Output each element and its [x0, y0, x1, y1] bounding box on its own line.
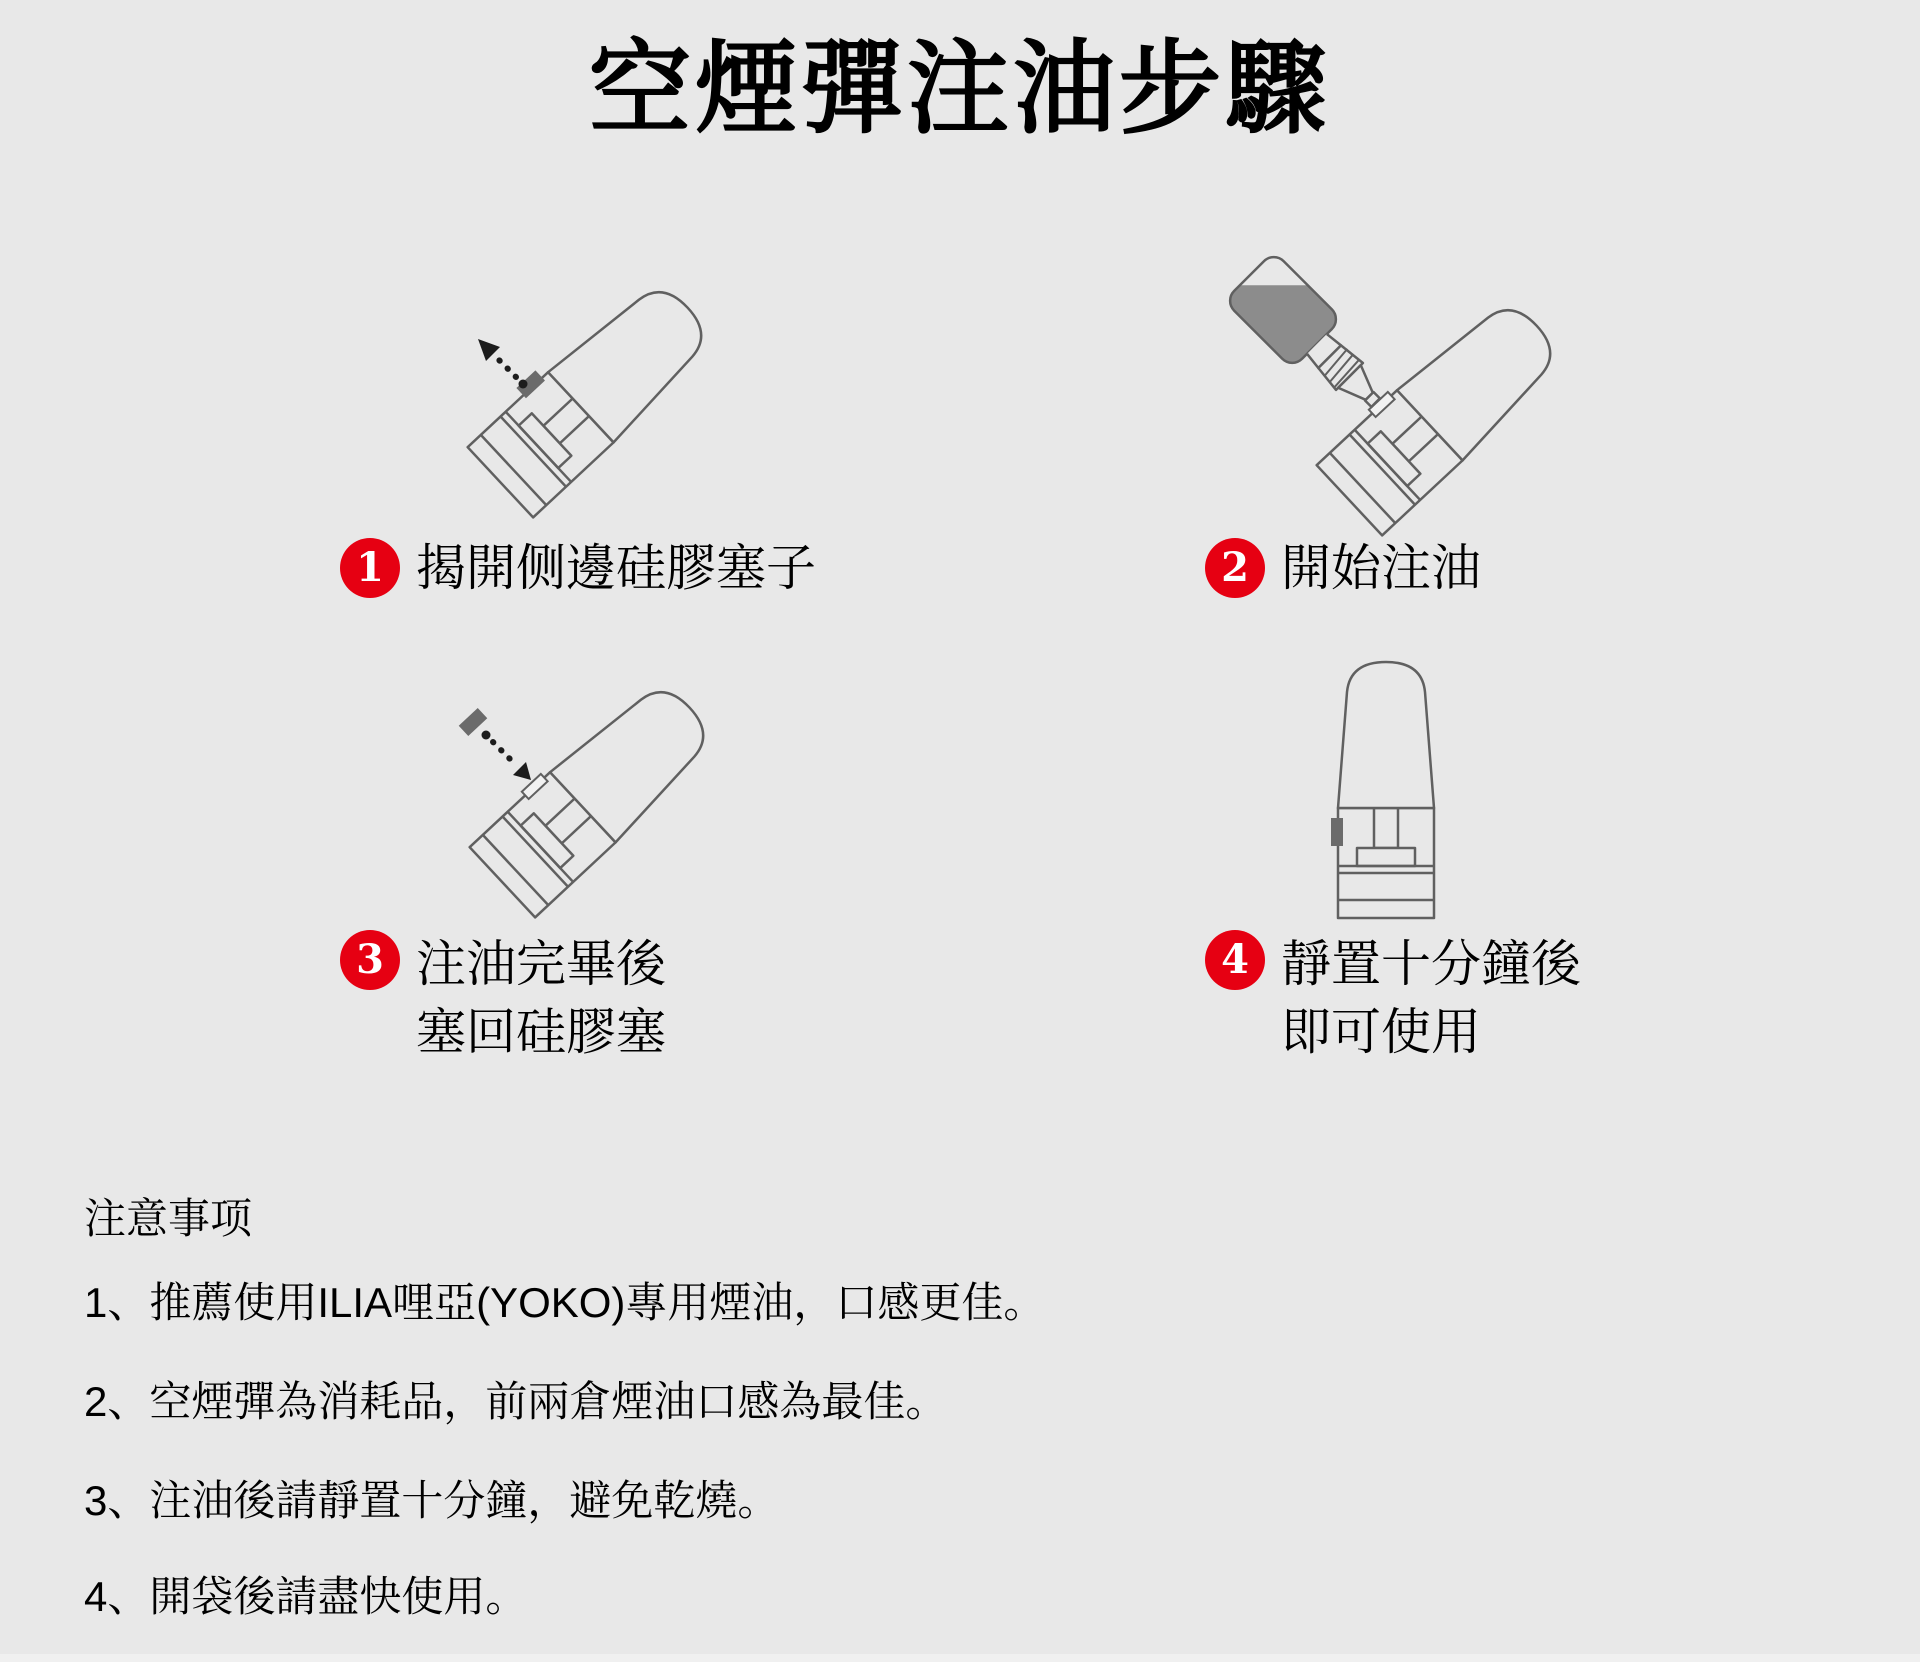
step-2-caption [1205, 538, 1481, 598]
step-3-label [416, 930, 666, 1066]
pull-arrow-icon [478, 339, 528, 389]
step-3-caption [340, 930, 666, 1066]
notes-heading: 注意事项 [84, 1195, 253, 1242]
pod-outline [1313, 287, 1569, 535]
pod-outline [461, 265, 721, 517]
step-4-label-line-1: 靜置十分鐘後 [1281, 936, 1581, 992]
step-2-label-line: 開始注油 [1281, 540, 1481, 596]
pod-outline [466, 669, 722, 917]
silicone-plug-icon [1331, 818, 1343, 846]
tilted-pod-plug-insert-arrow-icon [355, 575, 745, 935]
step-3-label-line-2: 塞回硅膠塞 [416, 1004, 666, 1060]
note-item-1: 1、推薦使用ILIA哩亞(YOKO)專用煙油，口感更佳。 [84, 1279, 1046, 1326]
step-number-badge: 3 [340, 930, 400, 990]
bottom-edge-strip [0, 1654, 1920, 1662]
step-2-illustration [1180, 190, 1640, 580]
insert-arrow-icon [482, 731, 532, 781]
upright-pod-icon [1285, 648, 1505, 928]
step-4-label-line-2: 即可使用 [1281, 1004, 1481, 1060]
liquid-bottle-filling-pod-icon [1180, 190, 1640, 580]
bottle-icon [1224, 251, 1400, 427]
step-3-illustration [355, 575, 745, 935]
step-1-illustration [380, 195, 730, 525]
step-1-label [416, 538, 816, 598]
step-1-label-line: 揭開侧邊硅膠塞子 [416, 540, 816, 596]
step-number-badge: 4 [1205, 930, 1265, 990]
pod-outline [1331, 662, 1434, 918]
step-2-label [1281, 538, 1481, 598]
note-item-2: 2、空煙彈為消耗品，前兩倉煙油口感為最佳。 [84, 1378, 948, 1425]
pod-mouthpiece-cap [1338, 662, 1434, 808]
step-3-label-line-1: 注油完畢後 [416, 936, 666, 992]
step-number-badge: 1 [340, 538, 400, 598]
step-4-label [1281, 930, 1581, 1066]
note-item-3: 3、注油後請靜置十分鐘，避免乾燒。 [84, 1477, 780, 1524]
page-title: 空煙彈注油步驟 [589, 32, 1331, 146]
tilted-pod-plug-pull-arrow-icon [380, 195, 730, 525]
step-number-badge: 2 [1205, 538, 1265, 598]
step-4-illustration [1285, 648, 1505, 928]
note-item-4: 4、開袋後請盡快使用。 [84, 1573, 528, 1620]
step-4-caption [1205, 930, 1581, 1066]
step-1-caption [340, 538, 816, 598]
